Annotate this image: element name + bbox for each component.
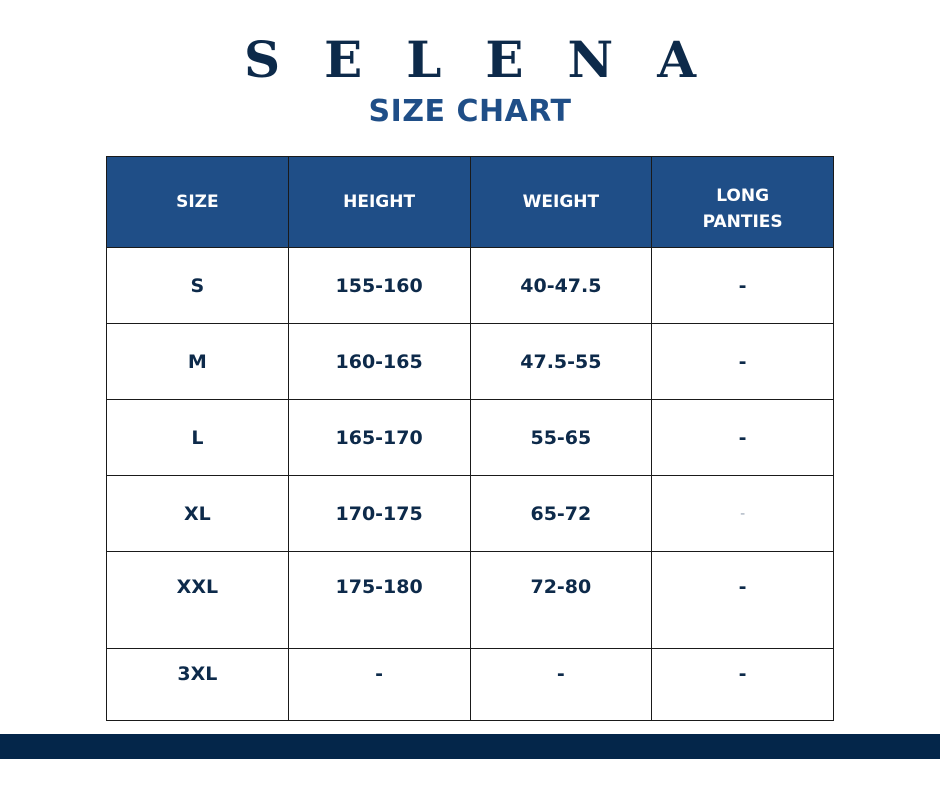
cell-weight: -	[470, 649, 652, 721]
cell-long-panties: -	[652, 476, 834, 552]
cell-size: M	[107, 324, 289, 400]
cell-long-panties: -	[652, 324, 834, 400]
cell-size: 3XL	[107, 649, 289, 721]
cell-height: -	[288, 649, 470, 721]
cell-height: 155-160	[288, 248, 470, 324]
page-subtitle: SIZE CHART	[368, 94, 572, 129]
cell-long-panties: -	[652, 400, 834, 476]
cell-long-panties: -	[652, 649, 834, 721]
cell-size: XXL	[107, 552, 289, 649]
table-row	[107, 248, 834, 324]
cell-long-panties: -	[652, 552, 834, 649]
table-header-row	[107, 157, 834, 248]
header-long-panties-label: LONG PANTIES	[702, 186, 783, 232]
cell-size: L	[107, 400, 289, 476]
cell-size: S	[107, 248, 289, 324]
cell-long-panties: -	[652, 248, 834, 324]
cell-weight: 72-80	[470, 552, 652, 649]
cell-weight: 55-65	[470, 400, 652, 476]
header-long-panties	[652, 157, 834, 248]
table-row	[107, 649, 834, 721]
header-height: HEIGHT	[288, 157, 470, 248]
header-size: SIZE	[107, 157, 289, 248]
table-row	[107, 476, 834, 552]
cell-height: 175-180	[288, 552, 470, 649]
cell-height: 170-175	[288, 476, 470, 552]
cell-height: 165-170	[288, 400, 470, 476]
table-row	[107, 552, 834, 649]
cell-weight: 47.5-55	[470, 324, 652, 400]
header-weight: WEIGHT	[470, 157, 652, 248]
cell-height: 160-165	[288, 324, 470, 400]
footer-band	[0, 734, 940, 759]
size-chart-table	[106, 156, 834, 721]
table-row	[107, 324, 834, 400]
cell-weight: 65-72	[470, 476, 652, 552]
cell-size: XL	[107, 476, 289, 552]
brand-title: SELENA	[244, 30, 740, 89]
cell-weight: 40-47.5	[470, 248, 652, 324]
table-row	[107, 400, 834, 476]
